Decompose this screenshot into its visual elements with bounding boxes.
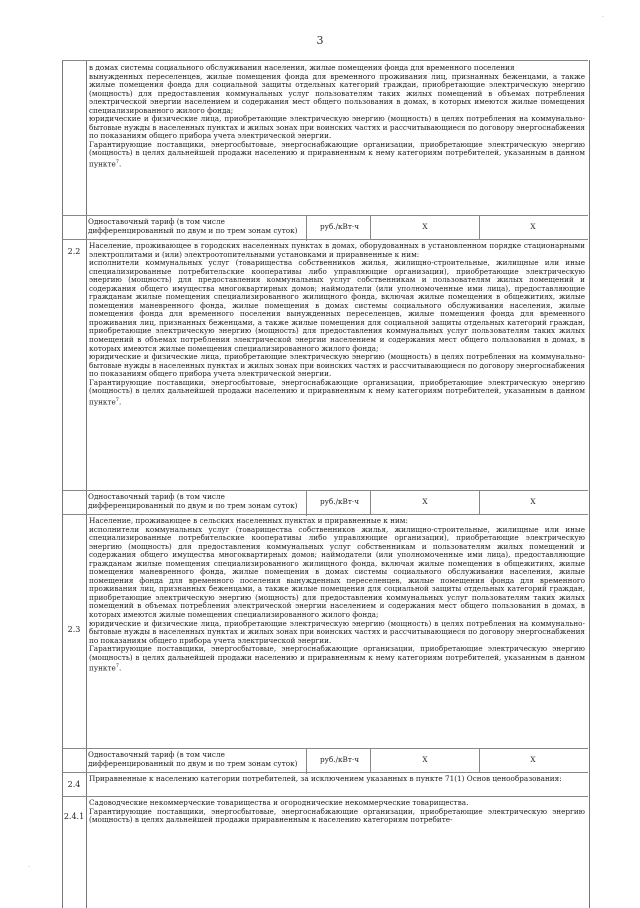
row-divider bbox=[62, 60, 588, 61]
tariff-value: X bbox=[530, 222, 536, 231]
tariff-value: X bbox=[530, 497, 536, 506]
row-divider bbox=[62, 796, 588, 797]
section-number: 2.2 bbox=[67, 247, 81, 256]
tariff-unit: руб./кВт·ч bbox=[309, 748, 371, 772]
page-number: 3 bbox=[316, 34, 324, 47]
tariff-label: Одноставочный тариф (в том числе дифференцированный по двум и по трем зонам суток) bbox=[88, 490, 307, 516]
scan-speck: · bbox=[28, 864, 30, 871]
tariff-value: X bbox=[371, 215, 480, 239]
tariff-value: X bbox=[530, 755, 536, 764]
scan-speck: · bbox=[602, 14, 604, 21]
section-text: в домах системы социального обслуживания населения, жилые помещения фонда для временного поселения вынужденных переселенцев, жилые помещения фонда для временного проживания лиц, признанных беженцами, а также жилые помещения фонда для социальной защиты отдельных категорий граждан, приобретающие электрическую энергию (мощность) для предоставления коммунальных услуг пользователям таких жилых помещений в объемах потребления электрической энергии населением и содержания мест общего пользования в домах, в которых имеются жилые помещения специализированного жилого фонда; юридические и физические лица, приобретающие электрическую энергию (мощность) в целях потребления на коммунально-бытовые нужды в населенных пунктах и жилых зонах при воинских частях и рассчитывающиеся по договору энергоснабжения по показаниям общего прибора учета электрической энергии. Гарантирующие поставщики, энергосбытовые, энергоснабжающие организации, приобретающие электрическую энергию (мощность) в целях дальнейшей продажи населению и приравненным к нему категориям потребителей, указанным в данном пункте$^7$. bbox=[89, 63, 585, 169]
tariff-label: Одноставочный тариф (в том числе дифференцированный по двум и по трем зонам суток) bbox=[88, 215, 307, 241]
section-number: 2.4 bbox=[67, 780, 81, 789]
section-text: Население, проживающее в сельских населенных пунктах и приравненные к ним: исполнители коммунальных услуг (товарищества собственников жилья, жилищно-строительные, жилищные или иные специализированные потребительские кооперативы либо управляющие организации), приобретающие электрическую энергию (мощность) для предоставления коммунальных услуг собственникам и пользователям жилых помещений и содержания общего имущества многоквартирных домов; наймодатели (или уполномоченные ими лица), предоставляющие гражданам жилые помещения специализированного жилищного фонда, включая жилые помещения в общежитиях, жилые помещения маневренного фонда, жилые помещения в домах системы социального обслуживания населения, жилые помещения фонда для временного поселения вынужденных переселенцев, жилые помещения фонда для временного проживания лиц, признанных беженцами, а также жилые помещения для социальной защиты отдельных категорий граждан, приобретающие электрическую энергию (мощность) для предоставления коммунальных услуг пользователям таких жилых помещений в объемах потребления электрической энергии населением и содержания мест общего пользования в домах, в которых имеются жилые помещения специализированного жилого фонда; юридические и физические лица, приобретающие электрическую энергию (мощность) в целях потребления на коммунально-бытовые нужды в населенных пунктах и жилых зонах при воинских частях и рассчитывающиеся по договору энергоснабжения по показаниям общего прибора учета электрической энергии. Гарантирующие поставщики, энергосбытовые, энергоснабжающие организации, приобретающие электрическую энергию (мощность) в целях дальнейшей продажи населению и приравненным к нему категориям потребителей, указанным в данном пункте$^7$. bbox=[89, 516, 585, 673]
section-text: Садоводческие некоммерческие товарищества и огороднические некоммерческие товарищества. Гарантирующие поставщики, энергосбытовые, энергоснабжающие организации, приобретающие электрическую энергию (мощность) в целях дальнейшей продажи приравненным к населению категориям потребите- bbox=[89, 798, 585, 825]
section-number: 2.4.1 bbox=[63, 812, 85, 821]
tariff-unit: руб./кВт·ч bbox=[309, 490, 371, 514]
section-text: Приравненные к населению категории потребителей, за исключением указанных в пункте 71(1) Основ ценообразования: bbox=[89, 774, 562, 783]
column-divider bbox=[86, 60, 87, 908]
tariff-unit: руб./кВт·ч bbox=[309, 215, 371, 239]
tariff-label: Одноставочный тариф (в том числе дифференцированный по двум и по трем зонам суток) bbox=[88, 748, 307, 774]
section-number: 2.3 bbox=[67, 625, 81, 634]
tariff-value: X bbox=[371, 490, 480, 514]
section-text: Население, проживающее в городских населенных пунктах в домах, оборудованных в установленном порядке стационарными электроплитами и (или) электроотопительными установками и приравненные к ним: исполнители коммунальных услуг (товарищества собственников жилья, жилищно-строительные, жилищные или иные специализированные потребительские кооперативы либо управляющие организации), приобретающие электрическую энергию (мощность) для предоставления коммунальных услуг собственникам и пользователям жилых помещений и содержания общего имущества многоквартирных домов; наймодатели (или уполномоченные ими лица), предоставляющие гражданам жилые помещения специализированного жилищного фонда, включая жилые помещения в общежитиях, жилые помещения маневренного фонда, жилые помещения в домах системы социального обслуживания населения, жилые помещения фонда для временного поселения вынужденных переселенцев, жилые помещения фонда для временного проживания лиц, признанных беженцами, а также жилые помещения для социальной защиты отдельных категорий граждан, приобретающие электрическую энергию (мощность) для предоставления коммунальных услуг пользователям таких жилых помещений в объемах потребления электрической энергии населением и содержания мест общего пользования в домах, в которых имеются жилые помещения специализированного жилого фонда; юридические и физические лица, приобретающие электрическую энергию (мощность) в целях потребления на коммунально-бытовые нужды в населенных пунктах и жилых зонах при воинских частях и рассчитывающиеся по договору энергоснабжения по показаниям общего прибора учета электрической энергии. Гарантирующие поставщики, энергосбытовые, энергоснабжающие организации, приобретающие электрическую энергию (мощность) в целях дальнейшей продажи населению и приравненным к нему категориям потребителей, указанным в данном пункте$^7$. bbox=[89, 241, 585, 407]
tariff-row bbox=[86, 490, 588, 514]
tariff-row bbox=[86, 748, 588, 772]
tariff-value: X bbox=[371, 748, 480, 772]
tariff-row bbox=[86, 215, 588, 239]
